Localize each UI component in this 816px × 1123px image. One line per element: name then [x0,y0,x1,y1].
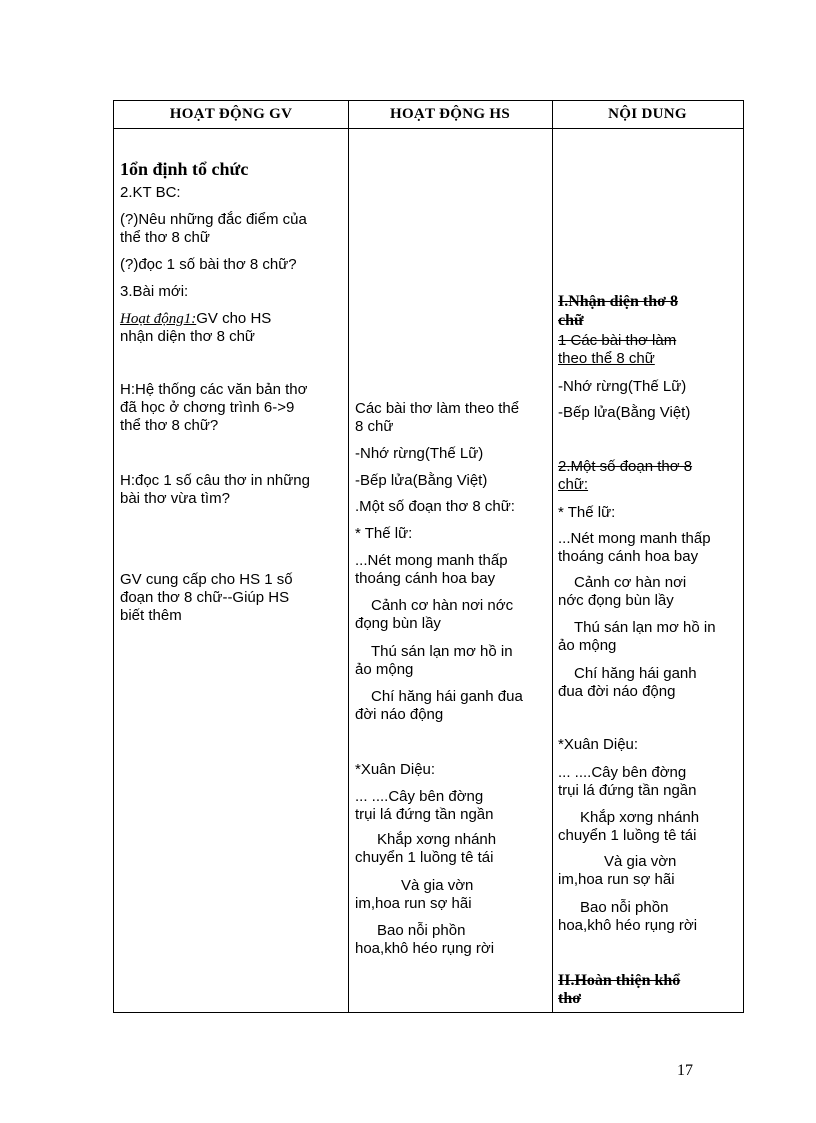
activity-label: Hoạt động1: [120,311,197,327]
subheading: theo thể 8 chữ [558,350,655,367]
text-line: ... ....Cây bên đờng [355,788,484,805]
text-line: Cảnh cơ hàn nơi [574,574,687,591]
text-line: đoạn thơ 8 chữ--Giúp HS [120,589,290,606]
text-line: Khắp xơng nhánh [580,809,700,826]
text-line: Bao nỗi phồn [377,922,466,939]
text-line: *Xuân Diệu: [355,761,436,778]
text-line: chuyển 1 luồng tê tái [355,849,494,866]
activity-line [120,309,271,329]
subheading: 2.Một số đoạn thơ 8 [558,458,693,475]
text-line: im,hoa run sợ hãi [558,871,675,888]
text-line: Khắp xơng nhánh [377,831,497,848]
text-line: GV cung cấp cho HS 1 số [120,571,293,588]
text-line: Thú sán lạn mơ hồ in [574,619,716,636]
text-line: -Bếp lửa(Bằng Việt) [558,404,691,421]
subheading: 1 Các bài thơ làm [558,332,677,349]
text-line: đời náo động [355,706,444,723]
section-heading: chữ [558,312,584,329]
text-line: đọng bùn lầy [355,615,441,632]
text-line: (?)đọc 1 số bài thơ 8 chữ? [120,256,297,273]
text-line: ... ....Cây bên đờng [558,764,687,781]
text-line: H:Hệ thống các văn bản thơ [120,381,308,398]
text-line: -Nhớ rừng(Thế Lữ) [558,378,687,395]
section-heading: thơ [558,990,582,1007]
text-line: hoa,khô héo rụng rời [558,917,698,934]
text-line: ảo mộng [558,637,617,654]
section-heading: 1ổn định tổ chức [120,159,249,179]
text-line: Chí hăng hái ganh đua [371,688,523,705]
text-line: ảo mộng [355,661,414,678]
text-line: trụi lá đứng tần ngần [355,806,494,823]
text-line: Và gia vờn [604,853,677,870]
text-line: thoáng cánh hoa bay [355,570,496,587]
text-line: (?)Nêu những đắc điểm của [120,211,307,228]
text-line: đã học ở chơng trình 6->9 [120,399,295,416]
text-line: chuyển 1 luồng tê tái [558,827,697,844]
text-line: * Thế lữ: [355,525,413,542]
text-line: thể thơ 8 chữ? [120,417,219,434]
header-gv: HOẠT ĐỘNG GV [169,106,293,122]
text-line: biết thêm [120,607,182,624]
header-hs: HOẠT ĐỘNG HS [389,106,510,122]
text-line: 3.Bài mới: [120,283,189,300]
text-line: im,hoa run sợ hãi [355,895,472,912]
text-line: bài thơ vừa tìm? [120,490,230,507]
text-line: Các bài thơ làm theo thể [355,400,520,417]
text-line: -Nhớ rừng(Thế Lữ) [355,445,484,462]
column-divider-1 [348,101,349,1012]
text-line: Chí hăng hái ganh [574,665,697,682]
activity-text: GV cho HS [196,310,272,327]
text-line: ...Nét mong manh thấp [558,530,711,547]
text-line: H:đọc 1 số câu thơ in những [120,472,310,489]
text-line: trụi lá đứng tần ngần [558,782,697,799]
header-divider [114,128,743,129]
text-line: đua đời náo động [558,683,676,700]
text-line: 2.KT BC: [120,184,181,201]
lesson-table [113,100,744,1013]
header-content: NỘI DUNG [608,106,687,122]
section-heading: I.Nhận diện thơ 8 [558,293,679,310]
page-number: 17 [677,1062,693,1079]
text-line: nhận diện thơ 8 chữ [120,328,255,345]
text-line: Bao nỗi phồn [580,899,669,916]
text-line: thoáng cánh hoa bay [558,548,699,565]
text-line: hoa,khô héo rụng rời [355,940,495,957]
text-line: *Xuân Diệu: [558,736,639,753]
text-line: -Bếp lửa(Bằng Việt) [355,472,488,489]
text-line: thể thơ 8 chữ [120,229,210,246]
text-line: 8 chữ [355,418,394,435]
section-heading: II.Hoàn thiện khổ [558,972,681,989]
text-line: Và gia vờn [401,877,474,894]
column-divider-2 [552,101,553,1012]
text-line: Cảnh cơ hàn nơi nớc [371,597,514,614]
subheading: chữ: [558,476,589,493]
text-line: ...Nét mong manh thấp [355,552,508,569]
text-line: nớc đọng bùn lầy [558,592,674,609]
text-line: Thú sán lạn mơ hồ in [371,643,513,660]
text-line: .Một số đoạn thơ 8 chữ: [355,498,515,515]
text-line: * Thế lữ: [558,504,616,521]
